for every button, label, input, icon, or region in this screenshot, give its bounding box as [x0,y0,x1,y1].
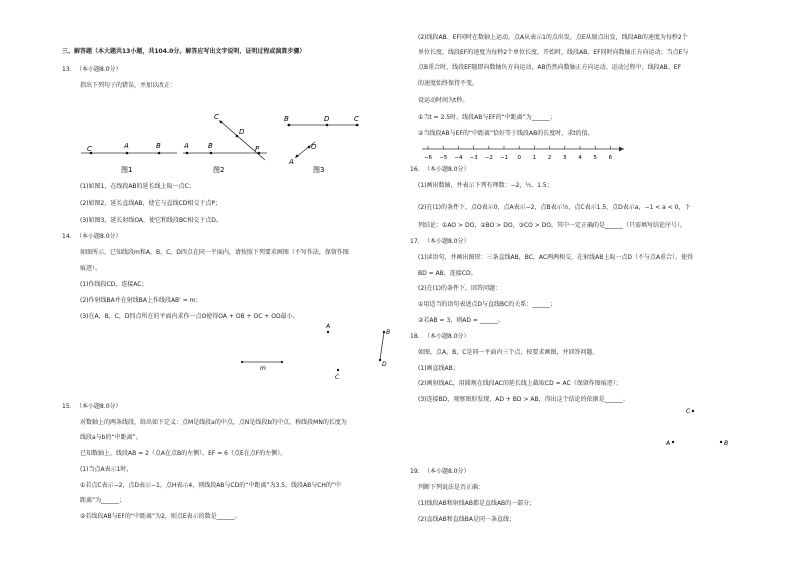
number-line-tick-label: −3 [469,155,478,161]
question-score: （本小题8.0分） [76,66,122,73]
question-number: 19. [410,468,420,475]
number-line-tick-label: 2 [547,155,552,161]
question-score: （本小题8.0分） [76,233,122,240]
q14-line-3: (1)作线段CD，连接AC； [80,281,148,288]
fig3-label-a: A [289,158,294,166]
q14-line-5: (3)在A，B，C，D四点所在的平面内求作一点O使得OA + OB + OC + OD最小。 [80,313,299,320]
q17-line-5: ②若AB = 3，则AD = ______。 [418,317,504,324]
fig1-label-c: C [87,145,92,153]
q16-line-3: 列结论：①AO > DO，②BO > DO，③CO > DO，其中一定正确的是______（只需填写结论序号）。 [418,222,687,229]
figure-3 [284,115,359,174]
fig2-point-b [210,152,213,155]
question-score: （本小题8.0分） [76,403,122,410]
q15-line-5: ①若点C表示−2，点D表示−1，点H表示4，则线段AB与CD的“中距离”为3.5，线段AB与CH的“中 [80,482,342,489]
fig3-label-c: C [354,115,359,123]
number-line-tick-label: −5 [439,155,448,161]
q15-cont-line-6: ①当t = 2.5时，线段AB与EF的“中距离”为______； [418,114,556,121]
fig2-label-c: C [214,113,219,121]
q17-line-4: ①用适当的语句表述点D与直线BC的关系：______； [418,301,557,308]
question-number: 14. [62,233,72,240]
fig3-point-d [326,124,329,127]
number-line-tick-label: −6 [423,155,433,161]
question-number: 18. [410,333,420,340]
number-line-tick-label: 6 [608,155,613,161]
q19-line-1: 判断下列说法是否正确： [418,484,485,491]
point-b [720,441,722,443]
q19-line-2: (1)线段AB和射线AB都是直线AB的一部分； [418,500,536,507]
segment-m-label: m [260,365,266,372]
point-a [327,331,329,333]
number-line-tick-label: −2 [484,155,493,161]
segment-bd [380,332,384,360]
q15-line-7: ②若线段AB与EF的“中距离”为2，则点E表示的数是______。 [80,513,241,520]
number-line-tick-label: 1 [532,155,537,161]
fig3-caption: 图3 [313,166,325,174]
q15-line-4: (1)当点A表示1时， [80,466,133,473]
fig2-caption: 图2 [213,166,225,174]
q15-cont-line-7: ②当线段AB与EF的“中距离”恰好等于线段AB的长度时，求t的值。 [418,130,594,137]
q14-line-2: 痕迹）。 [80,265,102,272]
q13-item-3: (3)如图3，延长射线OA，使它和线段BC相交于点D。 [80,217,222,224]
point-d [379,359,381,361]
fig3-label-d: D [324,115,330,123]
number-line-tick-label: 0 [517,155,521,161]
q18-figure [660,400,735,452]
q15-line-3: 已知数轴上，线段AB = 2（点A在点B的左侧），EF = 6（点E在点F的左侧）。 [80,450,287,457]
q15-line-1: 对数轴上的两条线段，给出如下定义：点M是线段a的中点，点N是线段b的中点，称线段MN的长度为 [80,419,347,426]
label-c: C [335,374,340,381]
figure-2 [183,113,267,174]
q16-line-2: (2)在(1)的条件下，点O表示0，点A表示−2，点B表示½，点C表示1.5，点D表示a，−1 < a < 0，下 [418,204,691,211]
fig2-label-b: B [208,142,213,150]
q15-cont-line-2: 单位长度，线段EF的速度为每秒2个单位长度，开始时，线段AB、EF同时向数轴正方向运动；当点E与 [418,49,689,56]
number-line-arrow [619,147,624,152]
point-a [672,441,674,443]
label-a: A [326,323,331,330]
number-line-tick-label: 3 [563,155,567,161]
q17-line-2: BD = AB，连接CD。 [418,270,477,277]
number-line-tick-label: −1 [499,155,509,161]
question-score: （本小题8.0分） [424,166,470,173]
number-line [418,140,628,166]
q13-item-1: (1)如图1，在线段AB的延长线上取一点C； [80,183,195,190]
point-c [692,410,694,412]
number-line-ticks [424,146,613,161]
label-c: C [686,408,691,415]
fig1-caption: 图1 [121,166,133,174]
fig1-point-a [126,152,129,155]
fig1-point-b [158,152,161,155]
q15-line-6: 距离”为______； [80,497,126,504]
question-prompt: 指出下列句子的错误，并加以改正： [80,82,177,89]
segment-m-end [281,361,283,363]
section-title: 三、解答题（本大题共13小题，共104.0分。解答应写出文字说明，证明过程或演算步骤） [62,48,306,55]
q15-line-2: 线段a与b的“中距离”。 [80,434,142,441]
right-column [410,0,740,562]
number-line-tick-label: 5 [593,155,597,161]
q15-cont-line-1: (2)线段AB、EF同时在数轴上运动，点A从表示1的点出发，点E从原点出发，线段AB的速度为每秒2个 [418,34,688,41]
q15-cont-line-5: 设运动时间为t秒。 [418,97,469,104]
point-b [383,331,385,333]
q14-figure [222,318,397,388]
number-line-tick-label: −4 [454,155,463,161]
q18-line-1: 如图，点A，B，C是同一平面内三个点，按要求画图，并回答问题。 [418,349,599,356]
label-b: B [386,329,391,336]
fig3-label-o: O [311,143,317,151]
fig3-label-b: B [284,115,289,123]
q13-figures [77,108,377,178]
q18-line-3: (2)画射线AC，用圆规在线段AC的延长线上截取CD = AC（保留作图痕迹）； [418,380,622,387]
point-c [337,369,339,371]
q18-line-4: (3)连接BD，观察图形发现，AD + BD > AB，得出这个结论的依据是______。 [418,396,629,403]
q14-line-1: 如图所示，已知线段m和A，B，C，D四点在同一平面内，请按照下列要求画图（不写作法，保留作图 [80,249,349,256]
fig2-line-cd [219,120,265,160]
left-column [62,0,392,562]
question-score: （本小题8.0分） [424,238,470,245]
fig3-point-a [296,155,299,158]
fig2-label-d: D [239,128,245,136]
question-number: 15. [62,403,72,410]
q18-line-2: (1)画直线AB； [418,365,459,372]
fig2-point-a [186,152,189,155]
fig1-label-a: A [124,142,129,150]
fig2-point-d [236,135,239,138]
question-number: 17. [410,238,420,245]
q14-line-4: (2)作射线BA并在射线BA上作线段AB' = m； [80,297,202,304]
q17-line-1: (1)读语句，并画出图形：三条直线AB，BC，AC两两相交，在射线AB上取一点D（不与点A重合），使得 [418,254,694,261]
fig3-point-o [308,146,311,149]
fig1-label-b: B [156,142,161,150]
question-number: 16. [410,166,420,173]
label-a: A [666,440,671,447]
question-score: （本小题8.0分） [424,468,470,475]
figure-1 [81,142,177,174]
fig2-label-a: A [184,142,189,150]
label-b: B [724,440,729,447]
q15-cont-line-3: 点B重合时，线段EF随即向数轴负方向运动，AB仍然向数轴正方向运动。运动过程中，线段AB、EF [418,64,682,71]
q17-line-3: (2)在(1)的条件下，回答问题： [418,285,501,292]
fig2-label-p: P [255,145,260,153]
segment-m-start [241,361,243,363]
number-line-tick-label: 4 [578,155,582,161]
q16-line-1: (1)画出数轴，并表示下列有理数：−2，½，1.5； [418,182,553,189]
q15-cont-line-4: 的速度始终保持不变。 [418,80,479,87]
question-number: 13. [62,66,72,73]
label-d: D [382,361,387,368]
fig2-point-c [220,121,223,124]
q19-line-3: (2)直线AB和直线BA是同一条直线； [418,516,515,523]
question-score: （本小题8.0分） [424,333,470,340]
fig3-point-b [288,124,291,127]
q13-item-2: (2)如图2，延长直线AB，使它与直线CD相交于点P； [80,200,221,207]
fig3-point-c [356,124,359,127]
